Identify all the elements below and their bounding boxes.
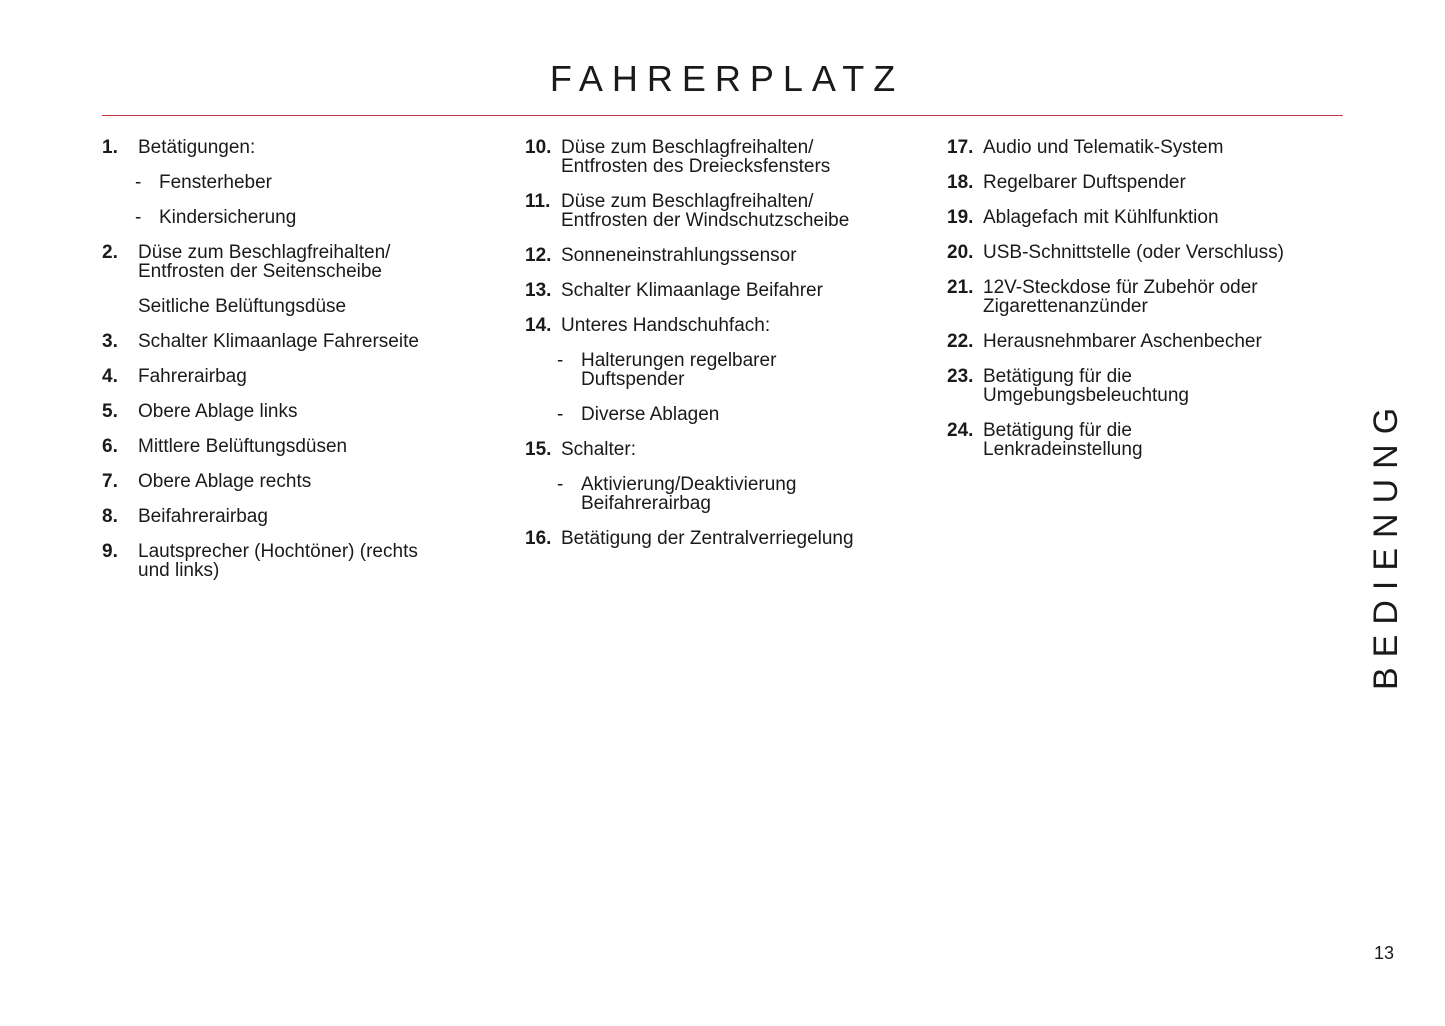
item-text xyxy=(983,421,1357,459)
sub-item-text: Diverse Ablagen xyxy=(581,404,720,425)
list-item-6 xyxy=(102,437,502,456)
sub-item-halterungen xyxy=(525,351,935,389)
item-text-line: Lenkradeinstellung xyxy=(983,439,1143,460)
item-number: 6. xyxy=(102,436,118,457)
sub-item-dash: - xyxy=(557,404,564,425)
item-number: 18. xyxy=(947,172,974,193)
item-number: 7. xyxy=(102,471,118,492)
item-number: 1. xyxy=(102,137,118,158)
item-text-line: Entfrosten des Dreiecksfensters xyxy=(561,156,831,177)
item-number: 14. xyxy=(525,315,552,336)
item-number: 2. xyxy=(102,242,118,263)
item-number: 9. xyxy=(102,541,118,562)
item-number: 15. xyxy=(525,439,552,460)
list-item-4 xyxy=(102,367,502,386)
item-number: 12. xyxy=(525,245,552,266)
column-1 xyxy=(102,138,502,596)
item-text: Ablagefach mit Kühlfunktion xyxy=(983,207,1219,228)
list-item-18 xyxy=(947,173,1357,192)
item-number: 8. xyxy=(102,506,118,527)
item-number: 17. xyxy=(947,137,974,158)
item-text: Schalter Klimaanlage Beifahrer xyxy=(561,280,823,301)
column-3 xyxy=(947,138,1357,475)
sub-item-kindersicherung xyxy=(102,208,502,227)
sub-item-text xyxy=(581,475,935,513)
item-number: 11. xyxy=(525,191,551,212)
sub-item-text-line: Beifahrerairbag xyxy=(581,493,711,514)
list-item-11 xyxy=(525,192,935,230)
list-item-5 xyxy=(102,402,502,421)
list-item-17 xyxy=(947,138,1357,157)
column-2 xyxy=(525,138,935,564)
item-text: Schalter: xyxy=(561,439,636,460)
sub-item-dash: - xyxy=(135,172,142,193)
list-item-1 xyxy=(102,138,502,157)
item-text: Herausnehmbarer Aschenbecher xyxy=(983,331,1262,352)
item-text: Regelbarer Duftspender xyxy=(983,172,1186,193)
page-number: 13 xyxy=(1374,943,1395,963)
item-number: 16. xyxy=(525,528,552,549)
item-text: Obere Ablage rechts xyxy=(138,471,312,492)
sub-item-dash: - xyxy=(135,207,142,228)
list-item-24 xyxy=(947,421,1357,459)
item-text xyxy=(138,542,502,580)
item-number: 21. xyxy=(947,277,974,298)
list-item-8 xyxy=(102,507,502,526)
list-item-23 xyxy=(947,367,1357,405)
item-text xyxy=(561,192,935,230)
item-text-line: Entfrosten der Windschutzscheibe xyxy=(561,210,850,231)
item-number: 5. xyxy=(102,401,118,422)
item-text: Schalter Klimaanlage Fahrerseite xyxy=(138,331,419,352)
item-text: Obere Ablage links xyxy=(138,401,298,422)
list-item-19 xyxy=(947,208,1357,227)
item-text: Mittlere Belüftungsdüsen xyxy=(138,436,348,457)
sub-item-text: Fensterheber xyxy=(159,172,273,193)
item-text-line: Düse zum Beschlagfreihalten/ xyxy=(561,191,814,212)
sub-item-text-line: Halterungen regelbarer xyxy=(581,350,777,371)
list-item-2-extra: Seitliche Belüftungsdüse xyxy=(138,296,347,317)
item-text: Betätigung der Zentralverriegelung xyxy=(561,528,854,549)
item-text: Sonneneinstrahlungssensor xyxy=(561,245,797,266)
list-item-16 xyxy=(525,529,935,548)
section-side-label: BEDIENUNG xyxy=(1367,397,1405,690)
item-text-line: Lautsprecher (Hochtöner) (rechts xyxy=(138,541,418,562)
sub-item-text-line: Aktivierung/Deaktivierung xyxy=(581,474,797,495)
list-item-22 xyxy=(947,332,1357,351)
item-text-line: und links) xyxy=(138,560,220,581)
item-text: Unteres Handschuhfach: xyxy=(561,315,771,336)
page-title: FAHRERPLATZ xyxy=(549,58,905,99)
sub-item-text-line: Duftspender xyxy=(581,369,685,390)
list-item-20 xyxy=(947,243,1357,262)
item-text-line: Zigarettenanzünder xyxy=(983,296,1148,317)
list-item-2 xyxy=(102,243,502,281)
sub-item-airbag-toggle xyxy=(525,475,935,513)
item-text-line: Umgebungsbeleuchtung xyxy=(983,385,1189,406)
item-number: 4. xyxy=(102,366,118,387)
item-text-line: Betätigung für die xyxy=(983,420,1132,441)
item-text: Audio und Telematik-System xyxy=(983,137,1224,158)
list-item-12 xyxy=(525,246,935,265)
item-number: 19. xyxy=(947,207,974,228)
list-item-10 xyxy=(525,138,935,176)
item-number: 10. xyxy=(525,137,552,158)
list-item-21 xyxy=(947,278,1357,316)
sub-item-fensterheber xyxy=(102,173,502,192)
item-text xyxy=(561,138,935,176)
list-item-13 xyxy=(525,281,935,300)
list-item-15 xyxy=(525,440,935,459)
item-text-line: Düse zum Beschlagfreihalten/ xyxy=(561,137,814,158)
list-item-9 xyxy=(102,542,502,580)
title-divider xyxy=(102,115,1343,116)
list-item-3 xyxy=(102,332,502,351)
item-text-line: Betätigung für die xyxy=(983,366,1132,387)
item-number: 24. xyxy=(947,420,974,441)
list-item-14 xyxy=(525,316,935,335)
item-text xyxy=(983,278,1357,316)
list-item-7 xyxy=(102,472,502,491)
sub-item-diverse-ablagen xyxy=(525,405,935,424)
item-text-line: 12V-Steckdose für Zubehör oder xyxy=(983,277,1258,298)
item-text: Fahrerairbag xyxy=(138,366,247,387)
sub-item-dash: - xyxy=(557,474,564,495)
item-number: 20. xyxy=(947,242,974,263)
item-text: USB-Schnittstelle (oder Verschluss) xyxy=(983,242,1284,263)
item-text-line: Düse zum Beschlagfreihalten/ xyxy=(138,242,391,263)
sub-item-dash: - xyxy=(557,350,564,371)
item-number: 23. xyxy=(947,366,974,387)
item-number: 3. xyxy=(102,331,118,352)
item-text: Beifahrerairbag xyxy=(138,506,268,527)
item-text: Betätigungen: xyxy=(138,137,256,158)
sub-item-text xyxy=(581,351,935,389)
item-text-line: Entfrosten der Seitenscheibe xyxy=(138,261,382,282)
item-text xyxy=(138,243,502,281)
item-text xyxy=(983,367,1357,405)
item-number: 13. xyxy=(525,280,552,301)
item-number: 22. xyxy=(947,331,974,352)
sub-item-text: Kindersicherung xyxy=(159,207,297,228)
